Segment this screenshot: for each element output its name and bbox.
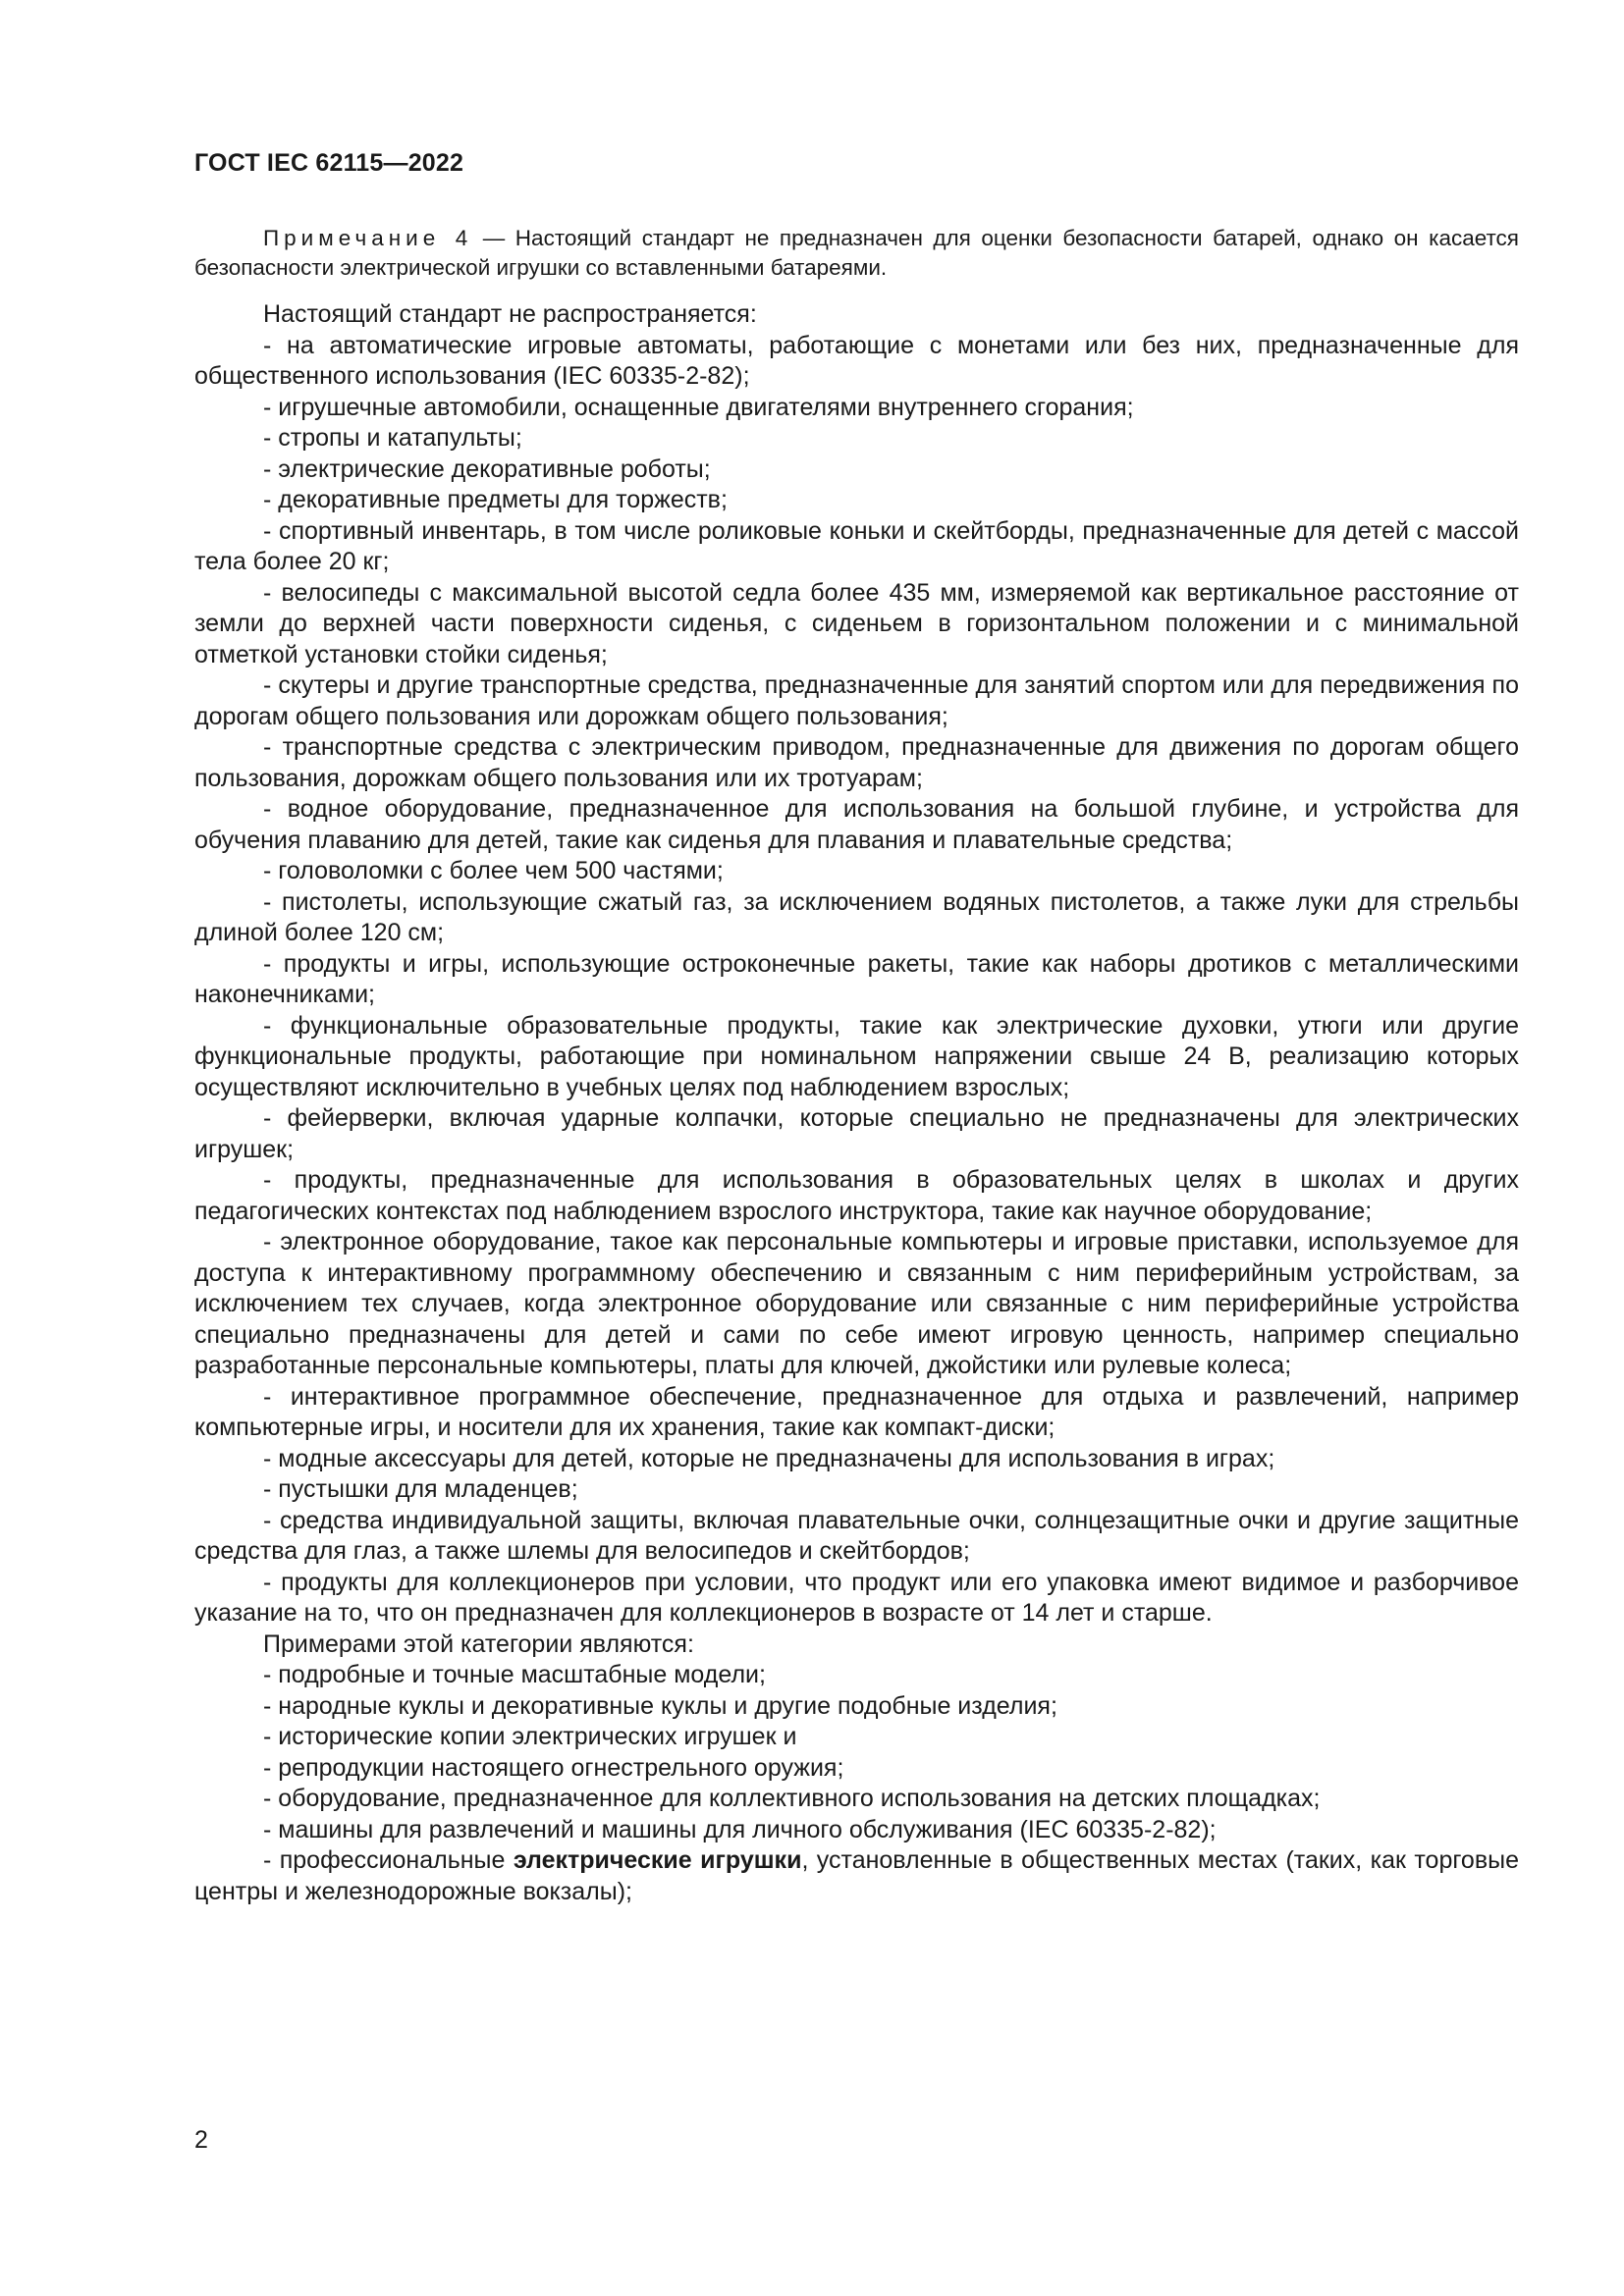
exclusion-item: - функциональные образовательные продукты, такие как электрические духовки, утюги или другие функциональные продукты, работающие при номинальном напряжении свыше 24 В, реализацию которых осуществляют исключительно в учебных целях под наблюдением взрослых;: [194, 1011, 1519, 1101]
exclusion-item-professional: [194, 1845, 1519, 1907]
exclusion-item: - игрушечные автомобили, оснащенные двигателями внутреннего сгорания;: [263, 393, 1134, 421]
note-text: — Настоящий стандарт не предназначен для оценки безопасности батарей, однако он касается безопасности электрической игрушки со вставленными батареями.: [194, 226, 1519, 280]
exclusion-item: - на автоматические игровые автоматы, работающие с монетами или без них, предназначенные для общественного использования (IEC 60335-2-82);: [194, 331, 1519, 390]
exclusion-item: - пустышки для младенцев;: [263, 1475, 578, 1503]
defined-term: электрические игрушки: [513, 1846, 802, 1874]
exclusion-item: - средства индивидуальной защиты, включая плавательные очки, солнцезащитные очки и другие защитные средства для глаз, а также шлемы для велосипедов и скейтбордов;: [194, 1506, 1519, 1565]
exclusions-intro: Настоящий стандарт не распространяется:: [263, 300, 757, 328]
page-number: 2: [194, 2126, 208, 2154]
item-suffix: , установленные в общественных местах (таких, как торговые центры и железнодорожные вокзалы);: [194, 1846, 1519, 1905]
example-item: - народные куклы и декоративные куклы и другие подобные изделия;: [263, 1691, 1057, 1720]
exclusion-item: - водное оборудование, предназначенное для использования на большой глубине, и устройства для обучения плаванию для детей, такие как сиденья для плавания и плавательные средства;: [194, 795, 1519, 854]
exclusion-item: - продукты для коллекционеров при условии, что продукт или его упаковка имеют видимое и разборчивое указание на то, что он предназначен для коллекционеров в возрасте от 14 лет и старше.: [194, 1568, 1519, 1627]
note-label: Примечание 4: [263, 226, 473, 250]
exclusion-item: - электрические декоративные роботы;: [263, 454, 711, 483]
exclusion-item: - электронное оборудование, такое как персональные компьютеры и игровые приставки, используемое для доступа к интерактивному программному обеспечению и связанным с ним периферийным устройствам, за исключением тех случаев, когда электронное оборудование или связанные с ним периферийные устройства специально предназначены для детей и сами по себе имеют игровую ценность, например специально разработанные персональные компьютеры, платы для ключей, джойстики или рулевые колеса;: [194, 1228, 1519, 1379]
exclusion-item: - транспортные средства с электрическим приводом, предназначенные для движения по дорогам общего пользования, дорожкам общего пользования или их тротуарам;: [194, 733, 1519, 792]
exclusion-item: - велосипеды с максимальной высотой седла более 435 мм, измеряемой как вертикальное расстояние от земли до верхней части поверхности сиденья, с сиденьем в горизонтальном положении и с минимальной отметкой установки стойки сиденья;: [194, 578, 1519, 668]
example-item: - машины для развлечений и машины для личного обслуживания (IEC 60335-2-82);: [263, 1815, 1217, 1843]
exclusion-item: - спортивный инвентарь, в том числе роликовые коньки и скейтборды, предназначенные для детей с массой тела более 20 кг;: [194, 516, 1519, 575]
exclusion-item: - пистолеты, использующие сжатый газ, за исключением водяных пистолетов, а также луки для стрельбы длиной более 120 см;: [194, 887, 1519, 946]
exclusion-item: - фейерверки, включая ударные колпачки, которые специально не предназначены для электрических игрушек;: [194, 1104, 1519, 1163]
example-item: - подробные и точные масштабные модели;: [263, 1661, 766, 1688]
document-header: ГОСТ IEC 62115—2022: [194, 149, 464, 177]
exclusion-item: - скутеры и другие транспортные средства, предназначенные для занятий спортом или для передвижения по дорогам общего пользования или дорожкам общего пользования;: [194, 671, 1519, 730]
exclusion-item: - продукты, предназначенные для использования в образовательных целях в школах и других педагогических контекстах под наблюдением взрослого инструктора, такие как научное оборудование;: [194, 1166, 1519, 1225]
example-item: - исторические копии электрических игрушек и: [263, 1723, 797, 1750]
exclusion-item: - стропы и катапульты;: [263, 424, 522, 452]
exclusion-item: - продукты и игры, использующие остроконечные ракеты, такие как наборы дротиков с металлическими наконечниками;: [194, 949, 1519, 1008]
example-item: - оборудование, предназначенное для коллективного использования на детских площадках;: [263, 1785, 1321, 1812]
examples-intro: Примерами этой категории являются:: [263, 1629, 694, 1658]
exclusion-item: - головоломки с более чем 500 частями;: [263, 857, 724, 884]
example-item: - репродукции настоящего огнестрельного оружия;: [263, 1753, 844, 1782]
exclusion-item: - декоративные предметы для торжеств;: [263, 486, 728, 513]
document-body: [194, 224, 1519, 1907]
exclusion-item: - интерактивное программное обеспечение, предназначенное для отдыха и развлечений, например компьютерные игры, и носители для их хранения, такие как компакт-диски;: [194, 1382, 1519, 1441]
exclusion-item: - модные аксессуары для детей, которые не предназначены для использования в играх;: [263, 1444, 1275, 1472]
item-prefix: - профессиональные: [263, 1846, 514, 1874]
note-paragraph: [194, 224, 1519, 283]
